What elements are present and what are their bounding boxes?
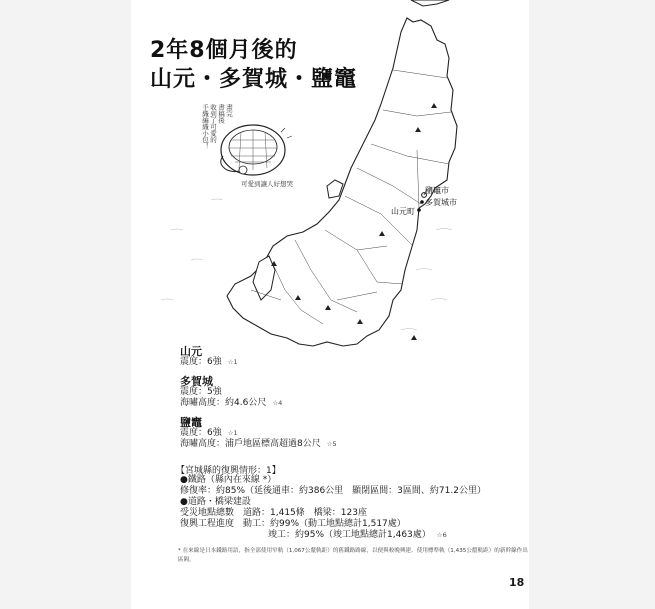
svg-text:收到了可愛的: 收到了可愛的 — [209, 104, 217, 143]
hokkaido-tip — [411, 0, 449, 6]
rail-line: 修復率：約85%（延後通車：約386公里 顯閉區間：3區間、約71.2公里） — [180, 486, 486, 496]
section-heading: 鹽竈 — [180, 416, 202, 429]
section-heading: 多賀城 — [180, 375, 213, 388]
section-yamamoto — [180, 346, 238, 368]
rail-heading: ●鐵路（縣內在來線 *） — [180, 475, 277, 485]
label-tagajo: 多賀城市 — [425, 198, 457, 207]
label-yamamoto: 山元町 — [391, 207, 415, 216]
info-line: 海嘯高度：浦戶地區標高超過8公尺 ☆5 — [180, 439, 337, 449]
svg-text:畫完: 畫完 — [225, 104, 233, 117]
svg-text:書稿後: 書稿後 — [217, 104, 225, 124]
page-title-line1: 2年8個月後的 — [150, 38, 298, 63]
section-tagajo — [180, 376, 282, 409]
road-line: 受災地點總數 道路：1,415條 橋梁：123座 — [180, 508, 367, 518]
recovery-title: 【宮城縣的復興情形：1】 — [176, 466, 281, 476]
work-line-1: 復興工程進度 動工：約99%（動工地點總計1,517處） — [180, 519, 406, 529]
road-heading: ●道路・橋梁建設 — [180, 497, 251, 507]
footnote: * 在來線是日本鐵路用語，指全部使用窄軌（1,067公釐軌距）的舊鐵路路線，以便與較晚興建、使用標準軌（1,435公釐軌距）的新幹線作出區隔。 — [178, 548, 528, 563]
note-ref: ☆5 — [326, 440, 337, 448]
note-ref: ☆4 — [272, 399, 283, 407]
page-title-line2: 山元・多賀城・鹽竈 — [150, 67, 358, 92]
tagajo-marker — [420, 200, 424, 204]
yamamoto-marker — [417, 208, 421, 212]
info-line: 震度：6強 ☆1 — [180, 357, 238, 367]
section-shiogama — [180, 417, 337, 450]
map-illustration — [131, 0, 529, 360]
note-ref: ☆1 — [227, 358, 238, 366]
label-shiogama: 鹽竈市 — [425, 186, 449, 195]
info-line: 海嘯高度：約4.6公尺 ☆4 — [180, 398, 283, 408]
info-line: 震度：6強 ☆1 — [180, 428, 238, 438]
basket-caption: 可愛到讓人好想哭 — [241, 180, 293, 188]
section-heading: 山元 — [180, 345, 202, 358]
knitted-basket-illustration — [221, 125, 292, 175]
work-line-2: 竣工：約95%（竣工地點總計1,463處） ☆6 — [268, 530, 447, 540]
info-line: 震度：5強 — [180, 387, 222, 397]
svg-text:手織編織小包！: 手織編織小包！ — [201, 104, 209, 150]
note-ref: ☆1 — [227, 429, 238, 437]
note-ref: ☆6 — [436, 531, 447, 539]
page-number: 18 — [509, 576, 525, 589]
page — [131, 0, 529, 609]
